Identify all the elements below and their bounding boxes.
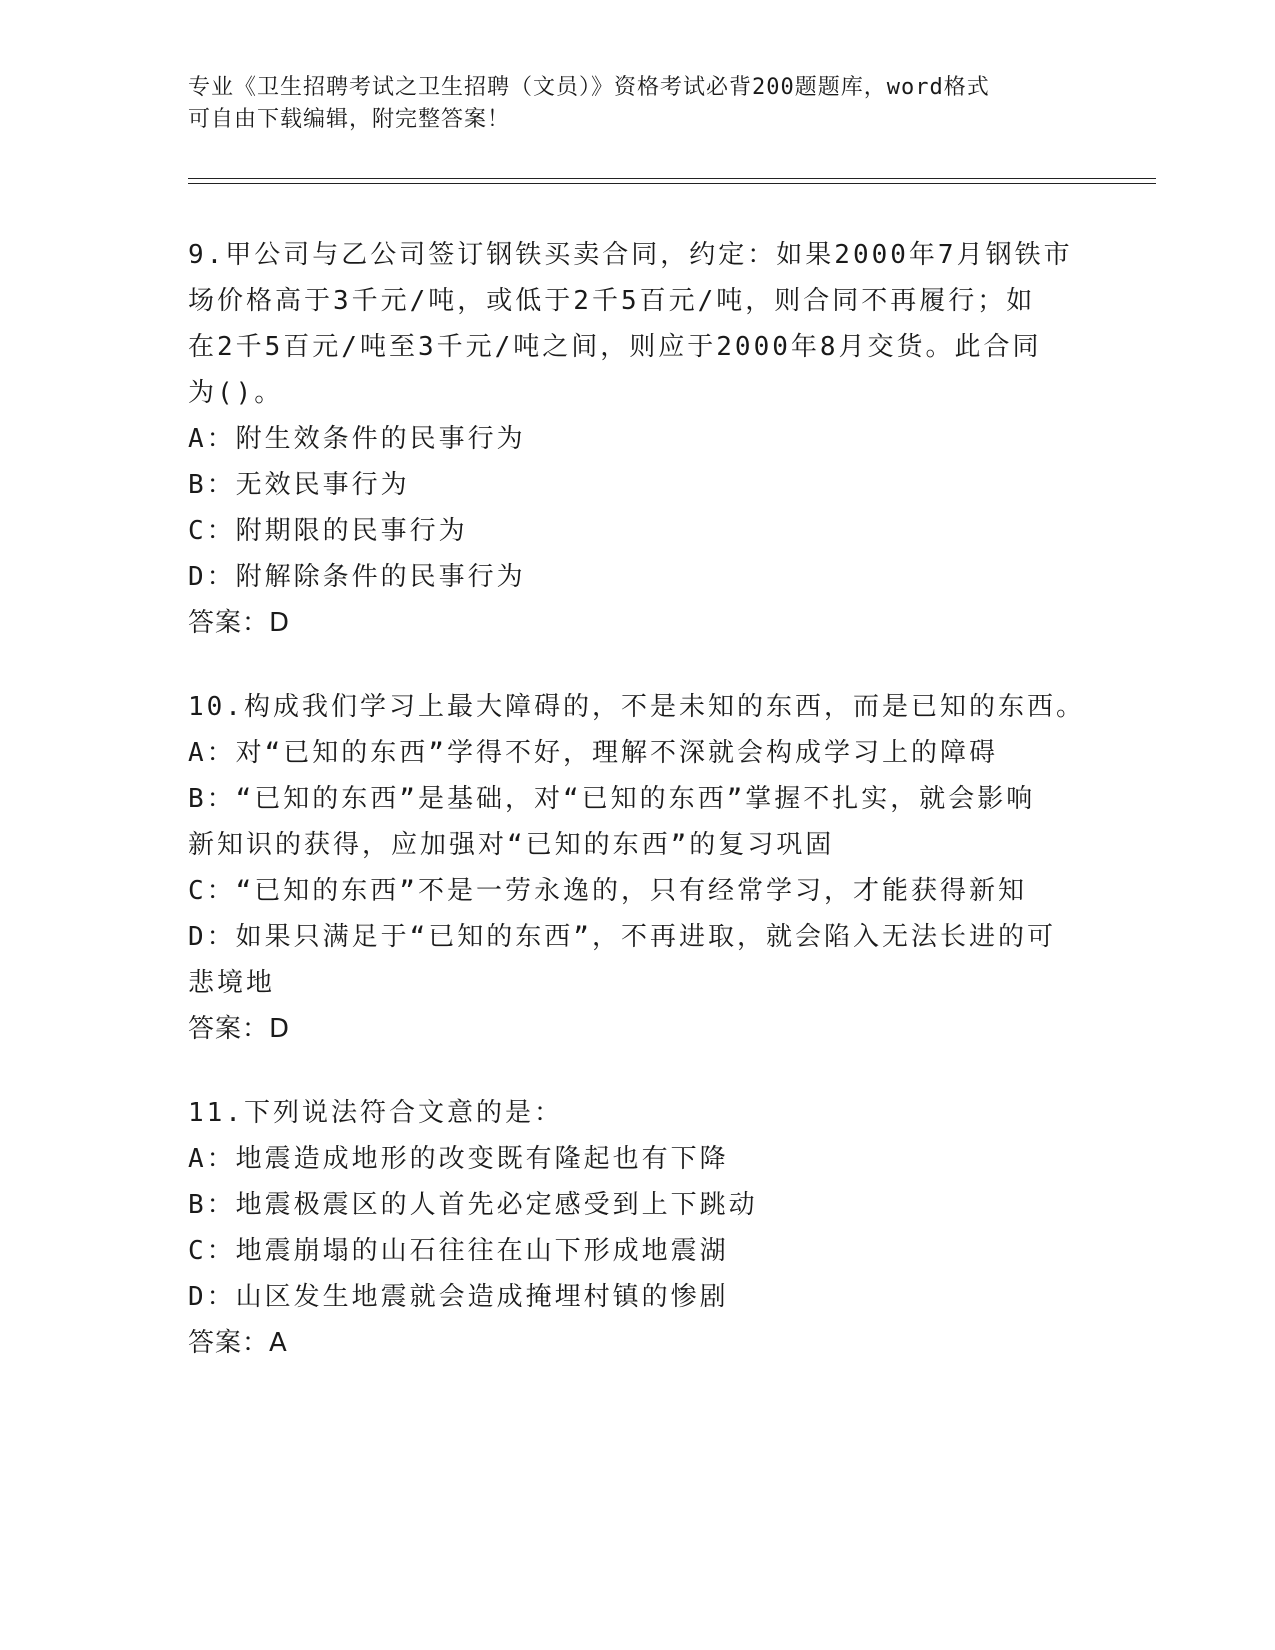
answer-label: 答案：D bbox=[188, 608, 291, 638]
question-stem-line: 9.甲公司与乙公司签订钢铁买卖合同，约定：如果2000年7月钢铁市 bbox=[188, 240, 1073, 270]
question-list bbox=[188, 232, 1088, 1366]
option-b: B：无效民事行为 bbox=[188, 470, 410, 500]
question-stem-line: 场价格高于3千元/吨，或低于2千5百元/吨，则合同不再履行；如 bbox=[188, 286, 1036, 316]
option-c: C：地震崩塌的山石往往在山下形成地震湖 bbox=[188, 1236, 729, 1266]
header-line-1: 专业《卫生招聘考试之卫生招聘（文员）》资格考试必背200题题库，word格式 bbox=[188, 75, 990, 100]
answer-label: 答案：D bbox=[188, 1014, 291, 1044]
option-d-continued: 悲境地 bbox=[188, 968, 276, 998]
option-a: A：对“已知的东西”学得不好，理解不深就会构成学习上的障碍 bbox=[188, 738, 998, 768]
question-stem-line: 11.下列说法符合文意的是： bbox=[188, 1098, 563, 1128]
option-c: C：附期限的民事行为 bbox=[188, 516, 468, 546]
option-d: D：附解除条件的民事行为 bbox=[188, 562, 526, 592]
header-divider-bottom bbox=[188, 183, 1156, 184]
option-a: A：地震造成地形的改变既有隆起也有下降 bbox=[188, 1144, 729, 1174]
option-a: A：附生效条件的民事行为 bbox=[188, 424, 526, 454]
question-stem-line: 为()。 bbox=[188, 378, 284, 408]
header-divider-top bbox=[188, 178, 1156, 179]
document-header bbox=[188, 72, 1068, 136]
option-d: D：山区发生地震就会造成掩埋村镇的惨剧 bbox=[188, 1282, 729, 1312]
question-11 bbox=[188, 1090, 1088, 1366]
question-stem-line: 在2千5百元/吨至3千元/吨之间，则应于2000年8月交货。此合同 bbox=[188, 332, 1042, 362]
option-c: C：“已知的东西”不是一劳永逸的，只有经常学习，才能获得新知 bbox=[188, 876, 1027, 906]
option-b-continued: 新知识的获得，应加强对“已知的东西”的复习巩固 bbox=[188, 830, 835, 860]
question-9 bbox=[188, 232, 1088, 646]
option-d: D：如果只满足于“已知的东西”，不再进取，就会陷入无法长进的可 bbox=[188, 922, 1056, 952]
question-stem-line: 10.构成我们学习上最大障碍的，不是未知的东西，而是已知的东西。 bbox=[188, 692, 1085, 722]
question-10 bbox=[188, 684, 1088, 1052]
option-b: B：“已知的东西”是基础，对“已知的东西”掌握不扎实，就会影响 bbox=[188, 784, 1036, 814]
answer-label: 答案：A bbox=[188, 1328, 288, 1358]
header-line-2: 可自由下载编辑，附完整答案！ bbox=[188, 107, 511, 132]
option-b: B：地震极震区的人首先必定感受到上下跳动 bbox=[188, 1190, 758, 1220]
